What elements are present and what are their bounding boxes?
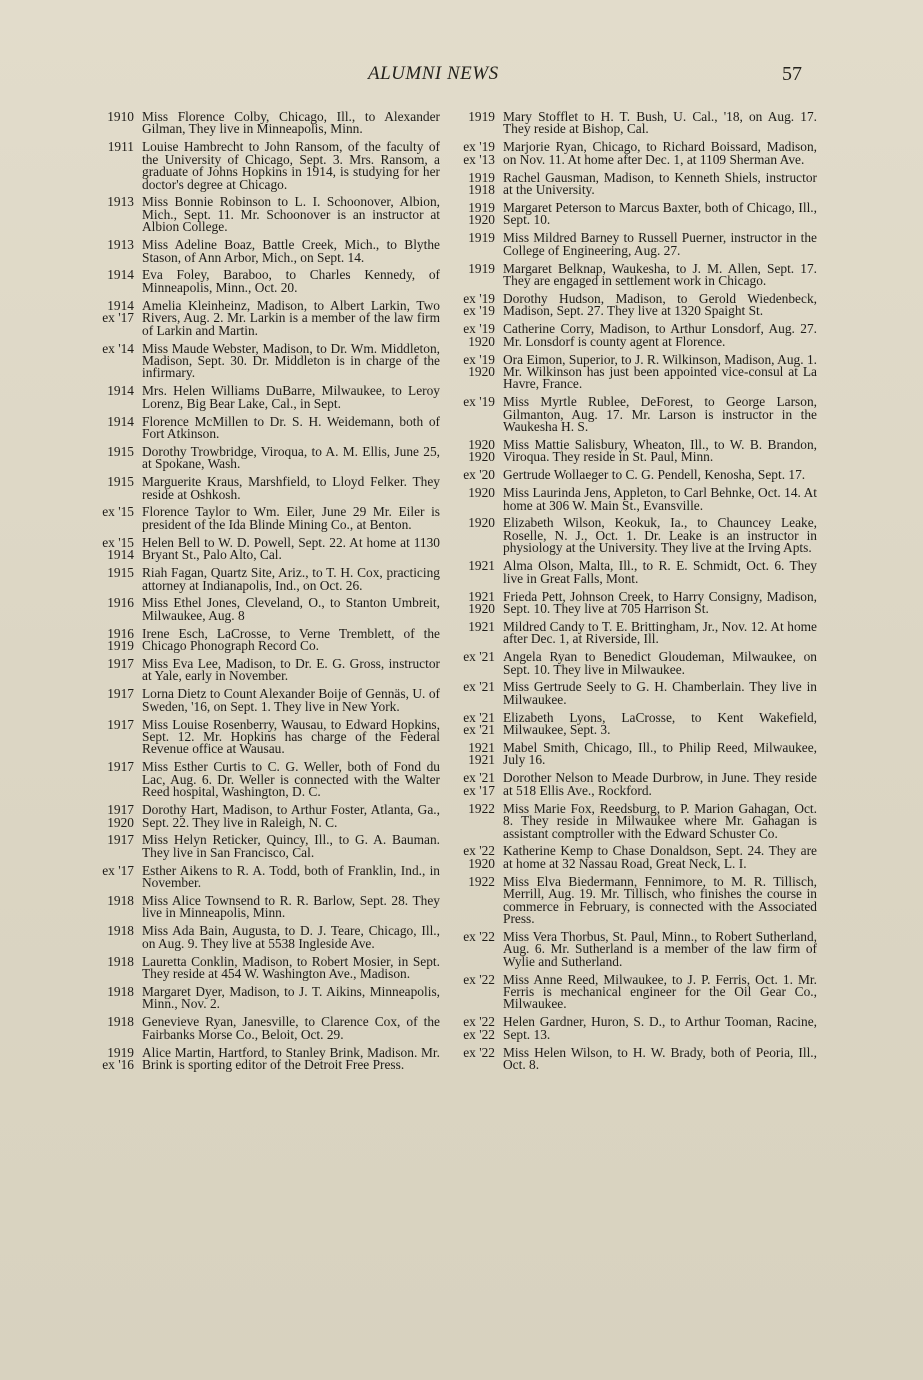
- entry-text: Lauretta Conklin, Madison, to Robert Mosier, in Sept. They reside at 454 W. Washington Ave., Madison.: [142, 953, 440, 982]
- class-year: 1920: [468, 515, 495, 531]
- class-year: 1915: [107, 565, 134, 581]
- class-year: ex '22: [463, 1044, 495, 1060]
- class-year: 1917: [107, 759, 134, 775]
- entry-text: Lorna Dietz to Count Alexander Boije of Gennäs, U. of Sweden, '16, on Sept. 1. They live in New York.: [142, 686, 440, 714]
- entry-text: Katherine Kemp to Chase Donaldson, Sept. 24. They are at home at 32 Nassau Road, Great Neck, L. I.: [503, 843, 817, 871]
- class-year: ex '22 ex '22: [463, 1014, 495, 1042]
- class-year: ex '19 1920: [463, 321, 495, 349]
- entry-text: Mildred Candy to T. E. Brittingham, Jr., Nov. 12. At home after Dec. 1, at Riverside, Ill.: [503, 618, 817, 647]
- class-year: 1921: [468, 618, 495, 634]
- marriage-entry: [447, 1044, 817, 1072]
- entry-text: Miss Ethel Jones, Cleveland, O., to Stanton Umbreit, Milwaukee, Aug. 8: [142, 595, 440, 623]
- marriage-entry: [447, 742, 817, 767]
- class-year: ex '22: [463, 928, 495, 944]
- class-year: 1919 ex '16: [102, 1044, 134, 1072]
- marriage-entry: [80, 597, 440, 622]
- entry-text: Riah Fagan, Quartz Site, Ariz., to T. H. Cox, practicing attorney at Indianapolis, Ind., on Oct. 26.: [142, 565, 440, 593]
- class-year: 1919: [468, 260, 495, 276]
- class-year: 1919 1920: [468, 199, 495, 228]
- marriage-entry: [447, 618, 817, 647]
- marriage-entry: [80, 413, 440, 441]
- entry-text: Miss Maude Webster, Madison, to Dr. Wm. Middleton, Madison, Sept. 30. Dr. Middleton is in charge of the infirmary.: [142, 340, 440, 381]
- entry-text: Louise Hambrecht to John Ransom, of the faculty of the University of Chicago, Sept. 3. Mrs. Ransom, a graduate of Johns Hopkins in 1914, is studying for her doctor's degree at Chicago.: [142, 139, 440, 192]
- entry-text: Miss Myrtle Rublee, DeForest, to George Larson, Gilmanton, Aug. 17. Mr. Larson is instructor in the Waukesha H. S.: [503, 394, 817, 435]
- entry-text: Miss Anne Reed, Milwaukee, to J. P. Ferris, Oct. 1. Mr. Ferris is mechanical engineer for the Oil Gear Co., Milwaukee.: [503, 971, 817, 1012]
- page-number: 57: [782, 63, 802, 85]
- entry-text: Miss Helyn Reticker, Quincy, Ill., to G. A. Bauman. They live in San Francisco, Cal.: [142, 832, 440, 860]
- class-year: 1921: [468, 558, 495, 574]
- marriage-entry: [447, 396, 817, 433]
- entry-text: Miss Gertrude Seely to G. H. Chamberlain. They live in Milwaukee.: [503, 679, 817, 707]
- class-year: 1920: [468, 485, 495, 501]
- entry-text: Rachel Gausman, Madison, to Kenneth Shiels, instructor at the University.: [503, 169, 817, 198]
- right-column: [447, 111, 817, 1077]
- marriage-entry: [80, 534, 440, 563]
- class-year: 1918: [107, 893, 134, 909]
- marriage-entry: [447, 517, 817, 554]
- marriage-entry: [80, 804, 440, 829]
- marriage-entry: [447, 487, 817, 512]
- entry-text: Florence McMillen to Dr. S. H. Weidemann, both of Fort Atkinson.: [142, 413, 440, 441]
- class-year: ex '19: [463, 394, 495, 410]
- class-year: ex '19 ex '13: [463, 139, 495, 167]
- class-year: 1918: [107, 923, 134, 939]
- class-year: 1919 1918: [468, 169, 495, 198]
- class-year: 1914: [107, 383, 134, 399]
- marriage-entry: [80, 925, 440, 950]
- marriage-entry: [447, 971, 817, 1012]
- marriage-entry: [447, 651, 817, 676]
- class-year: 1917: [107, 832, 134, 848]
- entry-text: Margaret Dyer, Madison, to J. T. Aikins, Minneapolis, Minn., Nov. 2.: [142, 983, 440, 1012]
- marriage-entry: [80, 385, 440, 410]
- entry-text: Miss Helen Wilson, to H. W. Brady, both of Peoria, Ill., Oct. 8.: [503, 1044, 817, 1072]
- entry-text: Miss Adeline Boaz, Battle Creek, Mich., to Blythe Stason, of Ann Arbor, Mich., on Sept. 14.: [142, 237, 440, 265]
- class-year: ex '21 ex '17: [463, 770, 495, 798]
- entry-text: Helen Gardner, Huron, S. D., to Arthur Tooman, Racine, Sept. 13.: [503, 1014, 817, 1042]
- entry-text: Irene Esch, LaCrosse, to Verne Tremblett, of the Chicago Phonograph Record Co.: [142, 625, 440, 654]
- class-year: 1911: [107, 139, 134, 155]
- entry-text: Helen Bell to W. D. Powell, Sept. 22. At home at 1130 Bryant St., Palo Alto, Cal.: [142, 534, 440, 563]
- marriage-entry: [80, 476, 440, 501]
- marriage-entry: [80, 297, 440, 338]
- marriage-entry: [80, 1044, 440, 1072]
- class-year: ex '21 ex '21: [463, 709, 495, 738]
- entry-text: Miss Mattie Salisbury, Wheaton, Ill., to W. B. Brandon, Viroqua. They reside in St. Paul, Minn.: [503, 436, 817, 465]
- marriage-entry: [80, 196, 440, 233]
- marriage-entry: [447, 232, 817, 257]
- entry-text: Dorother Nelson to Meade Durbrow, in June. They reside at 518 Ellis Ave., Rockford.: [503, 770, 817, 798]
- class-year: 1922: [468, 800, 495, 816]
- marriage-entry: [447, 681, 817, 706]
- class-year: ex '19 1920: [463, 351, 495, 379]
- class-year: 1918: [107, 983, 134, 999]
- entry-text: Miss Esther Curtis to C. G. Weller, both of Fond du Lac, Aug. 6. Dr. Weller is connected with the Walter Reed hospital, Washington, D. C.: [142, 759, 440, 800]
- marriage-entry: [80, 1016, 440, 1041]
- entry-text: Miss Florence Colby, Chicago, Ill., to Alexander Gilman, They live in Minneapolis, Minn.: [142, 109, 440, 137]
- class-year: 1915: [107, 474, 134, 490]
- entry-text: Miss Marie Fox, Reedsburg, to P. Marion Gahagan, Oct. 8. They reside in Milwaukee where Mr. Gahagan is assistant comptroller with the Edward Schuster Co.: [503, 800, 817, 841]
- entry-text: Catherine Corry, Madison, to Arthur Lonsdorf, Aug. 27. Mr. Lonsdorf is county agent at Florence.: [503, 321, 817, 349]
- entry-text: Miss Ada Bain, Augusta, to D. J. Teare, Chicago, Ill., on Aug. 9. They live at 5538 Ingleside Ave.: [142, 923, 440, 951]
- marriage-entry: [447, 323, 817, 348]
- entry-text: Florence Taylor to Wm. Eiler, June 29 Mr. Eiler is president of the Ida Blinde Mining Co., at Benton.: [142, 504, 440, 532]
- marriage-entry: [447, 169, 817, 198]
- entry-text: Mabel Smith, Chicago, Ill., to Philip Reed, Milwaukee, July 16.: [503, 740, 817, 768]
- marriage-entry: [80, 953, 440, 982]
- entry-text: Marguerite Kraus, Marshfield, to Lloyd Felker. They reside at Oshkosh.: [142, 474, 440, 502]
- marriage-entry: [447, 772, 817, 797]
- entry-text: Margaret Belknap, Waukesha, to J. M. Allen, Sept. 17. They are engaged in settlement work in Chicago.: [503, 260, 817, 288]
- marriage-entry: [80, 658, 440, 683]
- entry-text: Dorothy Trowbridge, Viroqua, to A. M. Ellis, June 25, at Spokane, Wash.: [142, 443, 440, 472]
- entry-text: Miss Mildred Barney to Russell Puerner, instructor in the College of Engineering, Aug. 27.: [503, 230, 817, 258]
- entry-text: Mrs. Helen Williams DuBarre, Milwaukee, to Leroy Lorenz, Big Bear Lake, Cal., in Sept.: [142, 383, 440, 411]
- entry-text: Genevieve Ryan, Janesville, to Clarence Cox, of the Fairbanks Morse Co., Beloit, Oct. 29.: [142, 1014, 440, 1042]
- class-year: ex '19 ex '19: [463, 290, 495, 319]
- entry-text: Margaret Peterson to Marcus Baxter, both of Chicago, Ill., Sept. 10.: [503, 199, 817, 228]
- entry-text: Mary Stofflet to H. T. Bush, U. Cal., '18, on Aug. 17. They reside at Bishop, Cal.: [503, 109, 817, 137]
- entry-text: Miss Elva Biedermann, Fennimore, to M. R. Tillisch, Merrill, Aug. 19. Mr. Tillisch, who finishes the course in commerce in February, is connected with the Associated Press.: [503, 873, 817, 926]
- marriage-entry: [447, 290, 817, 319]
- entry-text: Eva Foley, Baraboo, to Charles Kennedy, of Minneapolis, Minn., Oct. 20.: [142, 267, 440, 295]
- left-column: [80, 111, 440, 1077]
- class-year: 1917: [107, 686, 134, 702]
- entry-text: Frieda Pett, Johnson Creek, to Harry Consigny, Madison, Sept. 10. They live at 705 Harrison St.: [503, 588, 817, 616]
- class-year: 1919: [468, 230, 495, 246]
- marriage-entry: [80, 340, 440, 381]
- class-year: 1913: [107, 237, 134, 253]
- class-year: 1914: [107, 413, 134, 429]
- marriage-entry: [80, 111, 440, 136]
- entry-text: Elizabeth Wilson, Keokuk, Ia., to Chauncey Leake, Roselle, N. J., Oct. 1. Dr. Leake is an instructor in physiology at the University. They live at the Irving Apts.: [503, 515, 817, 556]
- class-year: 1918: [107, 953, 134, 969]
- class-year: 1915: [107, 443, 134, 459]
- marriage-entry: [447, 1016, 817, 1041]
- entry-text: Alma Olson, Malta, Ill., to R. E. Schmidt, Oct. 6. They live in Great Falls, Mont.: [503, 558, 817, 586]
- entry-text: Dorothy Hudson, Madison, to Gerold Wiedenbeck, Madison, Sept. 27. They live at 1320 Spaight St.: [503, 290, 817, 319]
- marriage-entry: [80, 862, 440, 891]
- marriage-entry: [447, 469, 817, 481]
- class-year: 1919: [468, 109, 495, 124]
- class-year: ex '22 1920: [463, 843, 495, 871]
- marriage-entry: [80, 895, 440, 920]
- entry-text: Esther Aikens to R. A. Todd, both of Franklin, Ind., in November.: [142, 862, 440, 891]
- marriage-entry: [80, 834, 440, 859]
- marriage-entry: [447, 928, 817, 969]
- marriage-entry: [80, 269, 440, 294]
- class-year: ex '14: [102, 340, 134, 356]
- marriage-entry: [447, 845, 817, 870]
- entry-text: Miss Vera Thorbus, St. Paul, Minn., to Robert Sutherland, Aug. 6. Mr. Sutherland is a member of the law firm of Wylie and Sutherland.: [503, 928, 817, 969]
- marriage-entry: [80, 506, 440, 531]
- marriage-entry: [80, 761, 440, 798]
- marriage-entry: [447, 709, 817, 738]
- class-year: 1920 1920: [468, 436, 495, 465]
- class-year: ex '21: [463, 649, 495, 665]
- marriage-entry: [80, 688, 440, 713]
- class-year: 1917 1920: [107, 802, 134, 830]
- class-year: ex '17: [102, 862, 134, 878]
- marriage-entry: [80, 625, 440, 654]
- class-year: 1916: [107, 595, 134, 611]
- entry-text: Dorothy Hart, Madison, to Arthur Foster, Atlanta, Ga., Sept. 22. They live in Raleigh, N. C.: [142, 802, 440, 830]
- marriage-entry: [80, 983, 440, 1012]
- entry-text: Elizabeth Lyons, LaCrosse, to Kent Wakefield, Milwaukee, Sept. 3.: [503, 709, 817, 738]
- class-year: 1916 1919: [107, 625, 134, 654]
- marriage-entry: [447, 111, 817, 136]
- marriage-entry: [447, 800, 817, 841]
- class-year: 1913: [107, 194, 134, 210]
- marriage-entry: [80, 443, 440, 472]
- class-year: 1917: [107, 656, 134, 672]
- marriage-entry: [447, 351, 817, 392]
- class-year: ex '15: [102, 504, 134, 520]
- marriage-entry: [447, 560, 817, 585]
- marriage-entry: [80, 141, 440, 191]
- entry-text: Marjorie Ryan, Chicago, to Richard Boissard, Madison, on Nov. 11. At home after Dec. 1, at 1109 Sherman Ave.: [503, 139, 817, 167]
- marriage-entry: [447, 260, 817, 288]
- entry-text: Miss Louise Rosenberry, Wausau, to Edward Hopkins, Sept. 12. Mr. Hopkins has charge of the Federal Revenue office at Wausau.: [142, 716, 440, 757]
- marriage-entry: [447, 588, 817, 616]
- class-year: 1914 ex '17: [102, 297, 134, 326]
- marriage-entry: [80, 567, 440, 592]
- marriage-entry: [447, 873, 817, 926]
- entry-text: Miss Bonnie Robinson to L. I. Schoonover, Albion, Mich., Sept. 11. Mr. Schoonover is an instructor at Albion College.: [142, 194, 440, 235]
- class-year: 1918: [107, 1014, 134, 1030]
- entry-text: Miss Laurinda Jens, Appleton, to Carl Behnke, Oct. 14. At home at 306 W. Main St., Evansville.: [503, 485, 817, 513]
- class-year: 1921 1921: [468, 740, 495, 768]
- class-year: ex '21: [463, 679, 495, 695]
- entry-text: Miss Alice Townsend to R. R. Barlow, Sept. 28. They live in Minneapolis, Minn.: [142, 893, 440, 921]
- class-year: ex '22: [463, 971, 495, 987]
- entry-text: Alice Martin, Hartford, to Stanley Brink, Madison. Mr. Brink is sporting editor of the Detroit Free Press.: [142, 1044, 440, 1072]
- class-year: 1910: [107, 109, 134, 124]
- marriage-entry: [447, 199, 817, 228]
- entry-text: Amelia Kleinheinz, Madison, to Albert Larkin, Two Rivers, Aug. 2. Mr. Larkin is a member of the law firm of Larkin and Martin.: [142, 297, 440, 338]
- entry-text: Gertrude Wollaeger to C. G. Pendell, Kenosha, Sept. 17.: [503, 467, 806, 483]
- class-year: 1914: [107, 267, 134, 283]
- entry-text: Ora Eimon, Superior, to J. R. Wilkinson, Madison, Aug. 1. Mr. Wilkinson has just been appointed vice-consul at La Havre, France.: [503, 351, 817, 392]
- class-year: ex '15 1914: [102, 534, 134, 563]
- class-year: 1922: [468, 873, 495, 889]
- marriage-entry: [80, 239, 440, 264]
- class-year: 1917: [107, 716, 134, 732]
- marriage-entry: [80, 716, 440, 757]
- marriage-entry: [447, 141, 817, 166]
- class-year: ex '20: [463, 467, 495, 483]
- entry-text: Angela Ryan to Benedict Gloudeman, Milwaukee, on Sept. 10. They live in Milwaukee.: [503, 649, 817, 677]
- class-year: 1921 1920: [468, 588, 495, 616]
- marriage-entry: [447, 436, 817, 465]
- running-header-title: ALUMNI NEWS: [368, 63, 499, 84]
- entry-text: Miss Eva Lee, Madison, to Dr. E. G. Gross, instructor at Yale, early in November.: [142, 656, 440, 684]
